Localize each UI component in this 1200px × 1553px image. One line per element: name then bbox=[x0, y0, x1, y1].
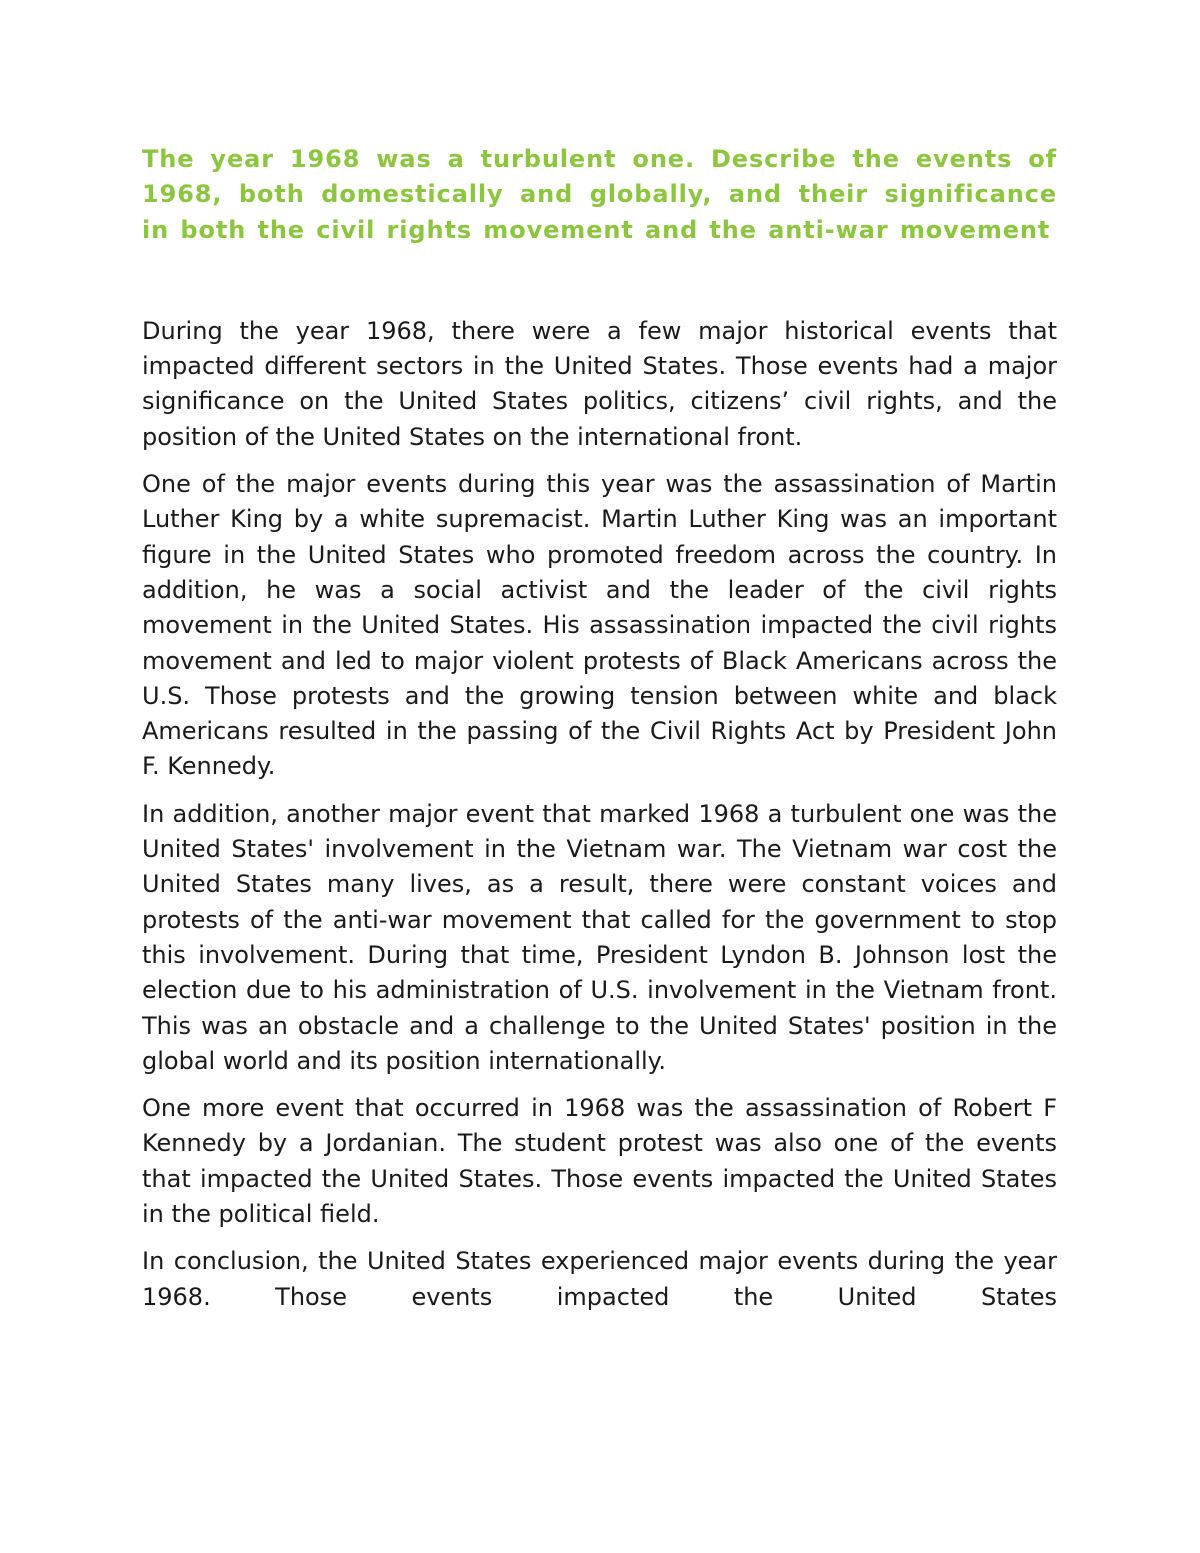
paragraph-conclusion: In conclusion, the United States experienced major events during the year 1968. Those events impacted the United States bbox=[142, 1247, 1057, 1311]
paragraph-vietnam-war: In addition, another major event that marked 1968 a turbulent one was the United States' involvement in the Vietnam war. The Vietnam war cost the United States many lives, as a result, there were constant voices and protests of the anti-war movement that called for the government to stop this involvement. During that time, President Lyndon B. Johnson lost the election due to his administration of U.S. involvement in the Vietnam front. This was an obstacle and a challenge to the United States' position in the global world and its position internationally. bbox=[142, 799, 1057, 1075]
document-body bbox=[142, 314, 1057, 1315]
paragraph-mlk-assassination: One of the major events during this year was the assassination of Martin Luther King by a white supremacist. Martin Luther King was an important figure in the United States who promoted freedom across the country. In addition, he was a social activist and the leader of the civil rights movement in the United States. His assassination impacted the civil rights movement and led to major violent protests of Black Americans across the U.S. Those protests and the growing tension between white and black Americans resulted in the passing of the Civil Rights Act by President John F. Kennedy. bbox=[142, 470, 1057, 781]
document-heading: The year 1968 was a turbulent one. Describe the events of 1968, both domestically and globally, and their significance in both the civil rights movement and the anti-war movement bbox=[142, 145, 1057, 244]
paragraph-rfk-assassination: One more event that occurred in 1968 was the assassination of Robert F Kennedy by a Jordanian. The student protest was also one of the events that impacted the United States. Those events impacted the United States in the political field. bbox=[142, 1094, 1057, 1229]
document-content bbox=[142, 142, 1057, 1315]
paragraph-introduction: During the year 1968, there were a few major historical events that impacted different sectors in the United States. Those events had a major significance on the United States politics, citizens’ civil rights, and the position of the United States on the international front. bbox=[142, 316, 1057, 451]
